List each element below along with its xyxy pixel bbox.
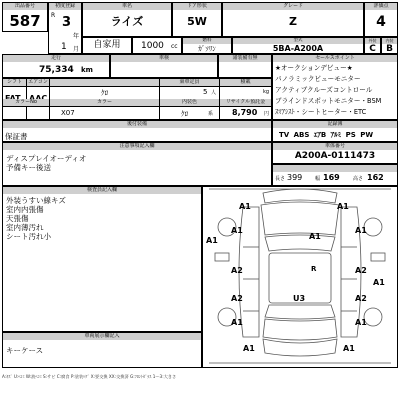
color-number-label: カラーNo bbox=[3, 99, 49, 106]
color-number-value: X07 bbox=[61, 109, 75, 117]
standard-equipment-box bbox=[272, 120, 398, 142]
door-type-value: 5W bbox=[187, 15, 207, 28]
equipment-abs: ABS bbox=[293, 131, 310, 139]
mileage-unit: km bbox=[81, 66, 93, 74]
fuel-value: ｶﾞｿﾘﾝ bbox=[198, 45, 216, 53]
car-name-value: ライズ bbox=[110, 15, 144, 28]
length-label: 長さ bbox=[275, 176, 286, 182]
registration-year: 3 bbox=[62, 15, 72, 30]
damage-mark: A2 bbox=[355, 266, 367, 275]
inspector-note-line: 室内内張傷 bbox=[6, 205, 44, 214]
interior-color-label: 内装色 bbox=[160, 99, 219, 106]
capacity-unit: 人 bbox=[211, 90, 217, 96]
notes-label: 注意事項記入欄 bbox=[3, 143, 271, 150]
side-mark: R bbox=[311, 265, 317, 273]
load-unit: kg bbox=[263, 89, 270, 95]
sales-point-item: ブラインドスポットモニター・BSM bbox=[275, 97, 382, 105]
inspection-cell bbox=[110, 54, 218, 78]
car-name-label: 車名 bbox=[83, 3, 171, 10]
month-unit: 月 bbox=[73, 46, 80, 53]
display-notes-label: 車両展示欄記入 bbox=[3, 333, 201, 340]
ac-label: エアコン bbox=[28, 79, 48, 85]
equipment-pw: PW bbox=[360, 131, 374, 139]
aftermarket-box bbox=[2, 120, 272, 142]
display-notes-value: キーケース bbox=[6, 346, 44, 355]
equipment-airbag: ｴｱB bbox=[313, 131, 327, 139]
damage-mark: A1 bbox=[373, 278, 385, 287]
model-code-label: 型式 bbox=[233, 38, 363, 44]
exterior-score-value: C bbox=[369, 44, 376, 54]
first-registration-label: 初度登録 bbox=[49, 3, 81, 10]
equipment-cell bbox=[218, 54, 272, 78]
displacement-cell bbox=[132, 37, 182, 54]
inspector-note-line: シート汚れ小 bbox=[6, 232, 51, 241]
records-label: 記録簿 bbox=[273, 121, 397, 128]
damage-mark: A1 bbox=[231, 318, 243, 327]
note-line: 予備キー後送 bbox=[6, 163, 51, 172]
exterior-score-label: 外装 bbox=[365, 38, 380, 44]
damage-mark: A1 bbox=[337, 202, 349, 211]
damage-legend: A:ｷｽﾞ U:ﾍｺﾐ W:波ﾍｺﾐ S:サビ C:腐食 P:塗装ﾊｹﾞ X:要交換 XX:交換済 G:ﾌﾛﾝﾄｶﾞﾗｽ 1～3:大きさ bbox=[2, 374, 177, 379]
damage-mark: A1 bbox=[243, 344, 255, 353]
mileage-cell bbox=[2, 54, 110, 78]
damage-mark: A2 bbox=[231, 266, 243, 275]
damage-mark: A1 bbox=[206, 236, 218, 245]
door-type-label: ドア形状 bbox=[173, 3, 221, 10]
score-cell bbox=[364, 2, 398, 37]
exterior-score-cell bbox=[364, 37, 381, 54]
interior-color-suffix: 系 bbox=[208, 111, 214, 117]
recycle-fee-value: 8,790 bbox=[232, 108, 258, 117]
shift-label: シフト bbox=[3, 79, 26, 86]
lot-number-cell bbox=[2, 2, 48, 32]
year-unit: 年 bbox=[73, 33, 80, 40]
inspector-notes-box bbox=[2, 186, 202, 332]
width-value: 169 bbox=[323, 173, 340, 182]
spec-grid bbox=[2, 78, 272, 120]
equipment-ps: PS bbox=[345, 131, 356, 139]
equipment-tv: TV bbox=[279, 131, 290, 139]
score-label: 評価点 bbox=[365, 3, 397, 10]
display-notes-box bbox=[2, 332, 202, 368]
note-line: ディスプレイオーディオ bbox=[6, 154, 87, 163]
dimensions-box bbox=[272, 164, 398, 186]
mileage-value: 75,334 bbox=[39, 65, 74, 75]
sales-point-item: ★オークションデビュー★ bbox=[275, 64, 353, 72]
chassis-number: A200A-0111473 bbox=[294, 151, 376, 161]
damage-mark: A1 bbox=[355, 226, 367, 235]
inspection-label: 車検 bbox=[111, 55, 217, 62]
inspector-notes-label: 検査員記入欄 bbox=[3, 187, 201, 194]
recycle-fee-unit: 円 bbox=[264, 111, 270, 117]
damage-mark: A1 bbox=[239, 202, 251, 211]
displacement-unit: cc bbox=[171, 43, 178, 50]
fuel-cell bbox=[182, 37, 232, 54]
damage-mark: A1 bbox=[309, 232, 321, 241]
records-value: 保証書 bbox=[5, 132, 28, 141]
model-code-cell bbox=[232, 37, 364, 54]
notes-box bbox=[2, 142, 272, 186]
sales-points-label: セールスポイント bbox=[273, 55, 397, 62]
damage-mark: A1 bbox=[355, 318, 367, 327]
sales-point-item: パノラミックビューモニター bbox=[275, 75, 361, 83]
capacity-value: 5 bbox=[203, 88, 208, 96]
car-name-cell bbox=[82, 2, 172, 37]
inspector-note-line: 天張傷 bbox=[6, 214, 29, 223]
damage-mark: A1 bbox=[231, 226, 243, 235]
chassis-label: 車体番号 bbox=[273, 143, 397, 150]
interior-score-cell bbox=[381, 37, 398, 54]
chassis-box bbox=[272, 142, 398, 164]
usage-value: 自家用 bbox=[93, 40, 121, 50]
height-value: 162 bbox=[367, 173, 384, 182]
equipment-alloy: ｱﾙﾐ bbox=[330, 131, 342, 139]
recycle-fee-label: リサイクル預託金 bbox=[220, 99, 271, 106]
grade-value: Z bbox=[289, 15, 297, 28]
color-label: カラー bbox=[50, 99, 159, 106]
color-value: ｸﾛ bbox=[101, 89, 108, 97]
registration-month: 1 bbox=[61, 42, 67, 52]
height-label: 高さ bbox=[353, 176, 364, 182]
first-registration-cell bbox=[48, 2, 82, 54]
damage-mark: U3 bbox=[293, 294, 306, 303]
damage-diagram-box bbox=[202, 186, 398, 368]
usage-cell bbox=[82, 37, 132, 54]
damage-mark: A2 bbox=[355, 294, 367, 303]
aftermarket-label: 後付装備 bbox=[3, 121, 271, 128]
model-code-value: 5BA-A200A bbox=[272, 44, 324, 53]
mileage-label: 走行 bbox=[3, 55, 109, 62]
damage-mark: A1 bbox=[343, 344, 355, 353]
inspector-note-line: 外装うすい線キズ bbox=[6, 196, 66, 205]
damage-mark: A2 bbox=[231, 294, 243, 303]
length-value: 399 bbox=[287, 173, 303, 182]
grade-cell bbox=[222, 2, 364, 37]
lot-number-label: 出品番号 bbox=[3, 3, 47, 10]
width-label: 幅 bbox=[315, 176, 321, 182]
grade-label: グレード bbox=[223, 3, 363, 10]
interior-score-value: B bbox=[386, 44, 393, 54]
fuel-label: 燃料 bbox=[183, 38, 231, 44]
inspector-note-line: 室内薄汚れ bbox=[6, 223, 44, 232]
displacement-value: 1000 bbox=[141, 41, 164, 51]
sales-point-item: アクティブクルーズコントロール bbox=[275, 86, 373, 94]
interior-score-label: 内装 bbox=[382, 38, 397, 44]
car-diagram-svg bbox=[203, 187, 397, 367]
capacity-label: 乗車定員 bbox=[160, 79, 219, 86]
door-type-cell bbox=[172, 2, 222, 37]
interior-color-value: ｸﾛ bbox=[181, 110, 188, 118]
sales-points-box bbox=[272, 54, 398, 120]
era-mark: R bbox=[51, 12, 56, 19]
load-label: 積載 bbox=[220, 79, 271, 86]
lot-number-value: 587 bbox=[9, 12, 41, 30]
score-value: 4 bbox=[376, 14, 386, 30]
sales-point-item: ｽﾏｱｼｽﾄ・シートヒーター・ETC bbox=[275, 108, 367, 116]
equipment-label: 諸装備有無 bbox=[219, 55, 271, 62]
